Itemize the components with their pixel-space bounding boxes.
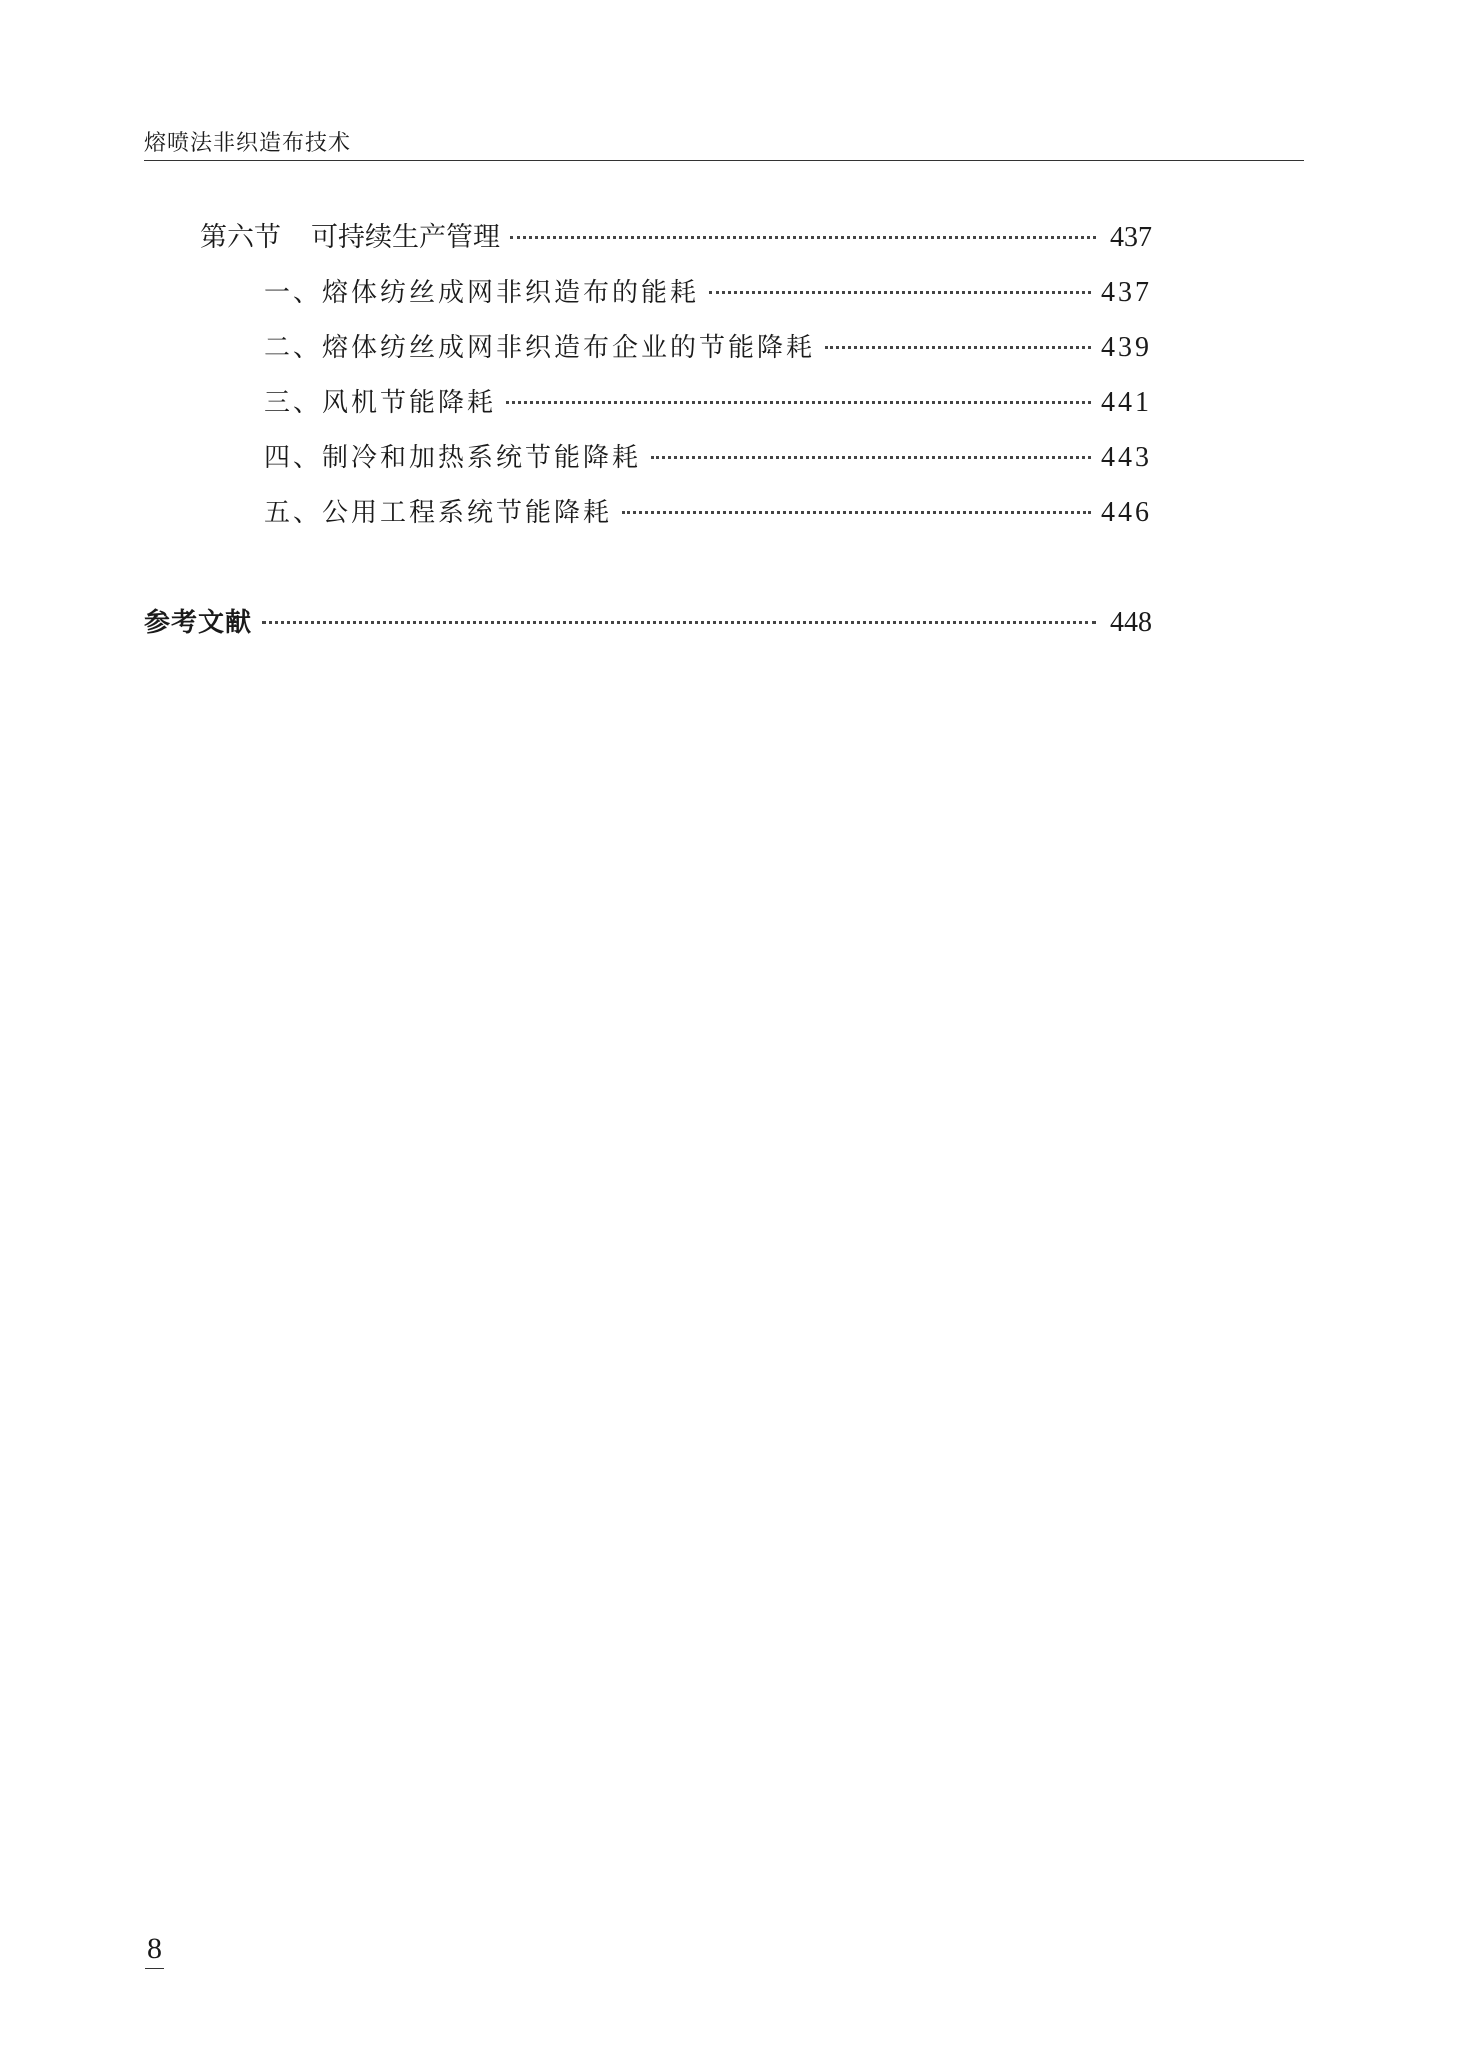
toc-section-number: 第六节 [200,222,281,253]
dot-leader [709,291,1091,294]
dot-leader [651,456,1091,459]
toc-page-number: 448 [1110,607,1152,638]
toc-section-title: 可持续生产管理 [311,222,500,253]
toc-page-number: 441 [1101,387,1152,418]
toc-subsection-label: 五、公用工程系统节能降耗 [264,498,613,528]
toc-section-label [200,218,500,258]
toc-subsection-label: 一、熔体纺丝成网非织造布的能耗 [264,278,700,308]
toc-subsection-entry[interactable] [264,273,1152,313]
footer-page-number: 8 [145,1932,164,1969]
toc-subsection-entry[interactable] [264,493,1152,533]
toc-subsection-entry[interactable] [264,438,1152,478]
header-divider [144,160,1304,161]
dot-leader [506,401,1091,404]
toc-references-entry[interactable] [144,603,1152,643]
toc-page-number: 437 [1110,222,1152,253]
toc-page-number: 443 [1101,442,1152,473]
toc-page-number: 437 [1101,277,1152,308]
running-header-title: 熔喷法非织造布技术 [144,131,352,156]
dot-leader [622,511,1091,514]
toc-subsection-entry[interactable] [264,328,1152,368]
toc-subsection-label: 二、熔体纺丝成网非织造布企业的节能降耗 [264,333,816,363]
toc-section-entry[interactable] [200,218,1152,258]
toc-subsection-entry[interactable] [264,383,1152,423]
toc-subsection-label: 三、风机节能降耗 [264,388,497,418]
toc-references-label: 参考文献 [144,608,253,638]
toc-subsection-label: 四、制冷和加热系统节能降耗 [264,443,642,473]
dot-leader [825,346,1091,349]
dot-leader [262,621,1096,624]
toc-page-number: 446 [1101,497,1152,528]
toc-page-number: 439 [1101,332,1152,363]
dot-leader [510,236,1096,239]
